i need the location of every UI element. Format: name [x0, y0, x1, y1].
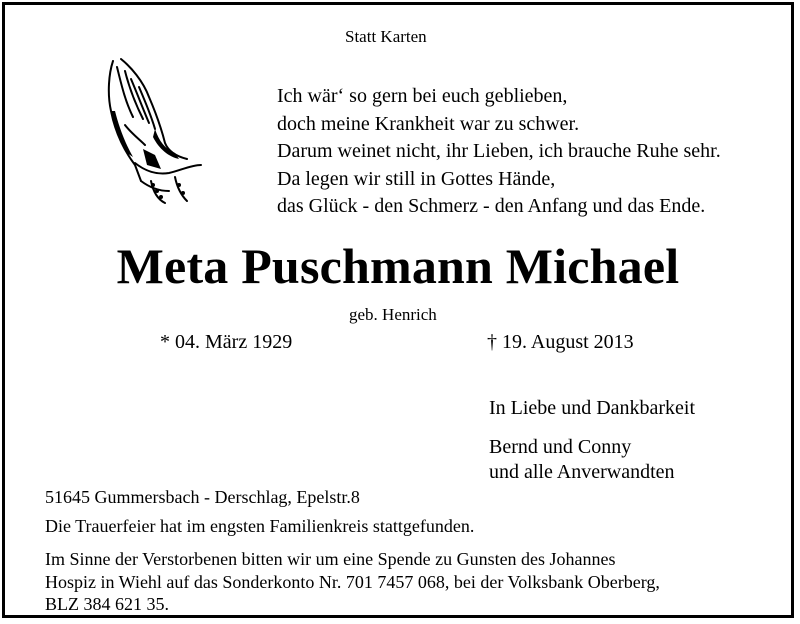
- donation-line: Im Sinne der Verstorbenen bitten wir um eine Spende zu Gunsten des Johannes: [45, 549, 616, 569]
- death-date: † 19. August 2013: [487, 331, 634, 353]
- greeting-text: In Liebe und Dankbarkeit: [489, 397, 696, 419]
- address: 51645 Gummersbach - Derschlag, Epelstr.8: [45, 487, 360, 507]
- mourners-list: [489, 435, 675, 485]
- praying-hands-icon: [95, 53, 210, 208]
- statt-karten-label: Statt Karten: [345, 27, 427, 46]
- mourners-line: Bernd und Conny: [489, 436, 632, 458]
- birth-date: * 04. März 1929: [160, 331, 293, 353]
- obituary-notice: [2, 2, 794, 618]
- poem: [277, 83, 721, 221]
- poem-line: Darum weinet nicht, ihr Lieben, ich brauche Ruhe sehr.: [277, 140, 721, 162]
- poem-line: doch meine Krankheit war zu schwer.: [277, 112, 580, 135]
- funeral-note: Die Trauerfeier hat im engsten Familienkreis stattgefunden.: [45, 516, 475, 536]
- poem-line: das Glück - den Schmerz - den Anfang und das Ende.: [277, 195, 706, 217]
- donation-note: [45, 548, 660, 616]
- deceased-name: Meta Puschmann Michael: [116, 238, 680, 294]
- donation-line: BLZ 384 621 35.: [45, 594, 169, 614]
- mourners-line: und alle Anverwandten: [489, 461, 675, 483]
- donation-line: Hospiz in Wiehl auf das Sonderkonto Nr. 701 7457 068, bei der Volksbank Oberberg,: [45, 571, 660, 592]
- poem-line: Da legen wir still in Gottes Hände,: [277, 167, 556, 190]
- poem-line: Ich wär‘ so gern bei euch geblieben,: [277, 85, 568, 107]
- maiden-name: geb. Henrich: [349, 305, 437, 324]
